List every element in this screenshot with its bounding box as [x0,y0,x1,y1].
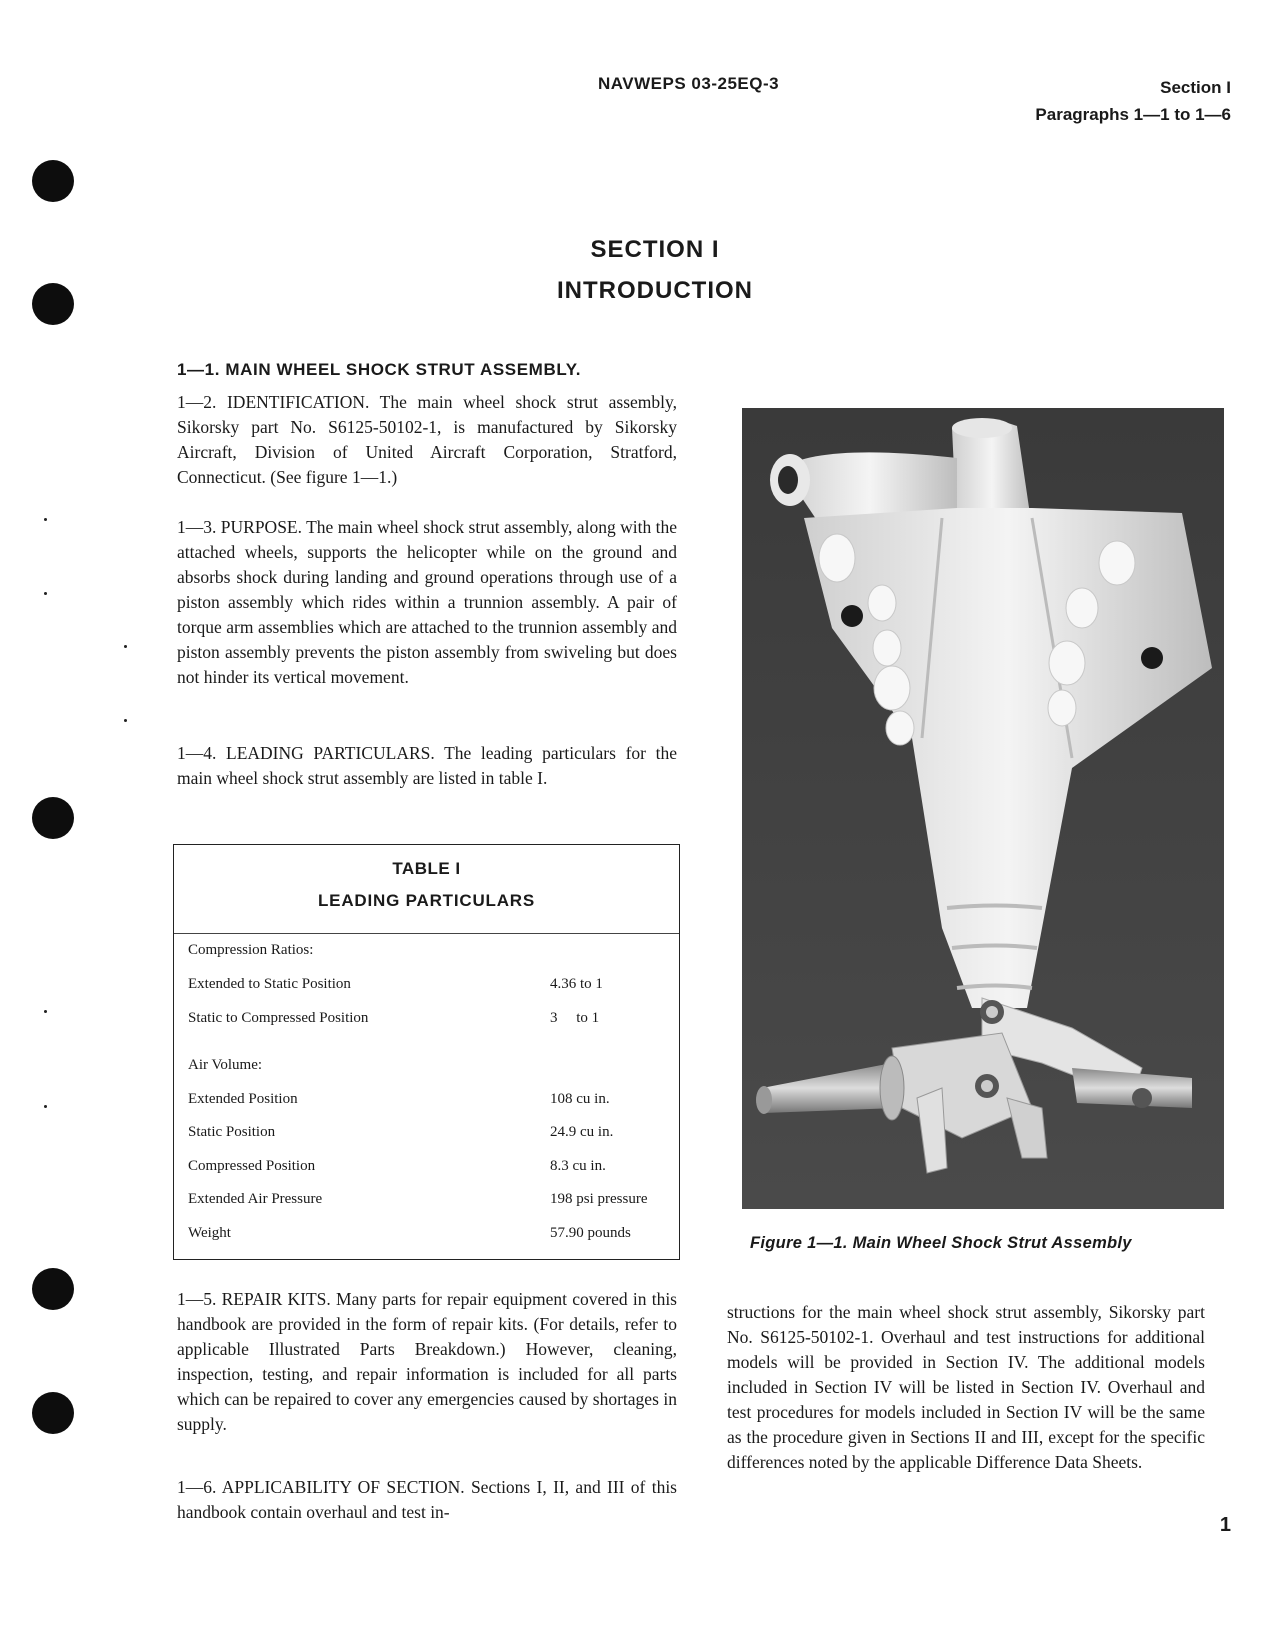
table-row-value: 108 cu in. [550,1091,610,1107]
paragraph-identification: 1—2. IDENTIFICATION. The main wheel shock strut assembly, Sikorsky part No. S6125-50102-1, is manufactured by Sikorsky Aircraft, Division of United Aircraft Corporation, Stratford, Connecticut. (See figure 1—1.) [177,392,677,487]
table-row [188,1124,669,1144]
table-row-label: Air Volume: [188,1057,263,1073]
table-row [188,1091,669,1111]
paragraph-applicability-start: 1—6. APPLICABILITY OF SECTION. Sections I, II, and III of this handbook contain overhaul and test in- [177,1477,677,1522]
paragraph-leading-particulars: 1—4. LEADING PARTICULARS. The leading particulars for the main wheel shock strut assembly are listed in table I. [177,743,677,788]
paragraph-purpose: 1—3. PURPOSE. The main wheel shock strut assembly, along with the attached wheels, supports the helicopter while on the ground and absorbs shock during landing and ground operations through use of a piston assembly which rides within a trunnion assembly. A pair of torque arm assemblies which are attached to the trunnion assembly and piston assembly prevents the piston assembly from swiveling but does not hinder its vertical movement. [177,517,677,687]
table-row [188,1057,669,1077]
table-row-label: Weight [188,1225,231,1241]
page-number: 1 [1219,1514,1231,1536]
paragraph-heading: 1—1. MAIN WHEEL SHOCK STRUT ASSEMBLY. [177,360,582,379]
table-row-label: Compression Ratios: [188,942,314,958]
table-row-value: 4.36 to 1 [550,976,603,992]
table-row-value: 3 to 1 [550,1010,600,1026]
figure-caption: Figure 1—1. Main Wheel Shock Strut Assembly [750,1234,1132,1252]
table-row-label: Compressed Position [188,1158,316,1174]
header-right [1035,74,1231,128]
speck [124,719,127,722]
speck [124,645,127,648]
leading-particulars-table [173,844,680,1260]
table-subtitle: LEADING PARTICULARS [318,891,535,910]
binder-hole [32,1392,74,1434]
table-row [188,1158,669,1178]
table-row [188,1010,669,1030]
table-row-label: Extended Position [188,1091,298,1107]
shock-strut-photo [742,408,1224,1209]
table-row-value: 198 psi pressure [550,1191,648,1207]
table-row [188,942,669,962]
binder-hole [32,1268,74,1310]
table-divider [174,933,679,934]
table-row [188,976,669,996]
paragraph-applicability-continued: structions for the main wheel shock strut assembly, Sikorsky part No. S6125-50102-1. Overhaul and test instructions for additional models will be provided in Section IV. The additional models included in Section IV will be listed in Section IV. Overhaul and test procedures for models included in Section IV will be the same as the procedure given in Sections II and III, except for the specific differences noted by the applicable Difference Data Sheets. [727,1302,1205,1472]
speck [44,592,47,595]
binder-hole [32,797,74,839]
table-row-label: Static to Compressed Position [188,1010,369,1026]
table-row-label: Extended to Static Position [188,976,351,992]
paragraph-repair-kits: 1—5. REPAIR KITS. Many parts for repair equipment covered in this handbook are provided in the form of repair kits. (For details, refer to applicable Illustrated Parts Breakdown.) However, cleaning, inspection, testing, and repair information is included for all parts which can be repaired to cover any emergencies caused by shortages in supply. [177,1289,677,1434]
section-title: SECTION I [590,236,720,263]
table-row-value: 24.9 cu in. [550,1124,614,1140]
paragraph-range: Paragraphs 1—1 to 1—6 [1035,105,1231,124]
table-row-value: 8.3 cu in. [550,1158,606,1174]
table-title: TABLE I [392,859,461,878]
section-name: INTRODUCTION [557,277,753,304]
document-number: NAVWEPS 03-25EQ-3 [598,74,780,93]
binder-hole [32,160,74,202]
speck [44,1010,47,1013]
speck [44,1105,47,1108]
table-row-label: Extended Air Pressure [188,1191,323,1207]
speck [44,518,47,521]
table-row [188,1191,669,1211]
section-label: Section I [1160,78,1231,97]
table-row-label: Static Position [188,1124,276,1140]
table-row-value: 57.90 pounds [550,1225,631,1241]
table-row [188,1225,669,1245]
